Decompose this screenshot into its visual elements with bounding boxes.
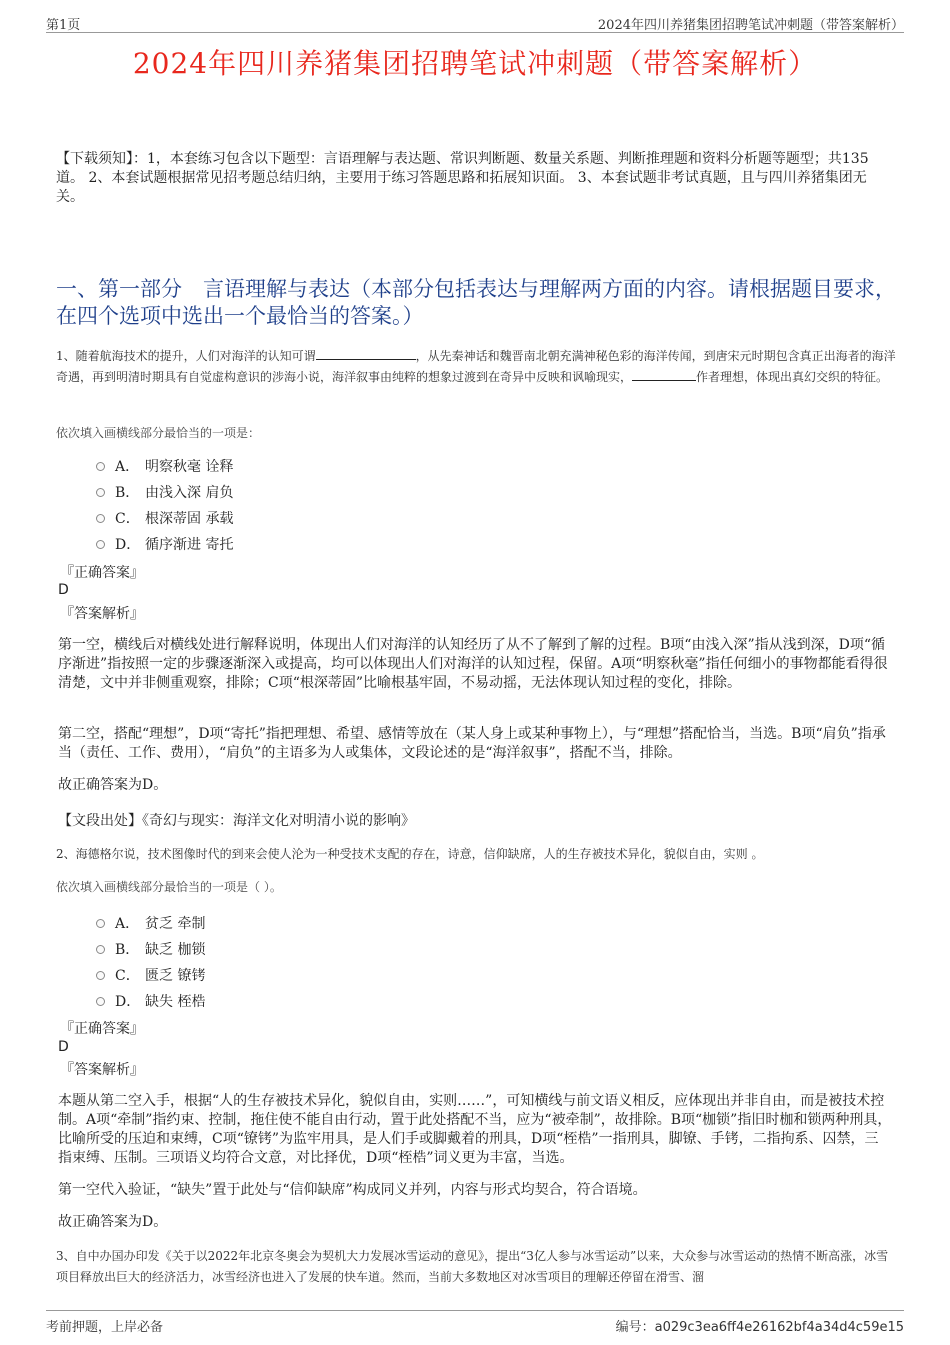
footer-slogan: 考前押题，上岸必备 (46, 1320, 164, 1335)
blank-line (632, 368, 696, 381)
radio-icon[interactable] (96, 919, 105, 928)
q2-analysis-1: 本题从第二空入手，根据“人的生存被技术异化，貌似自由，实则……”，可知横线与前文语义相反，应体现出并非自由，而是被技术控制。A项“牵制”指约束、控制，拖住使不能自由行动，置于此处搭配不当，应为“被牵制”，故排除。B项“枷锁”指旧时枷和锁两种刑具，比喻所受的压迫和束缚，C项“镣铐”为监牢用具，是人们手或脚戴着的刑具，D项“桎梏”一指刑具，脚镣、手铐，二指拘系、囚禁，三指束缚、压制。三项语义均符合文意，对比择优，D项“桎梏”词义更为丰富，当选。 (58, 1093, 892, 1166)
q1-analysis-1: 第一空，横线后对横线处进行解释说明，体现出人们对海洋的认知经历了从不了解到了解的过程。B项“由浅入深”指从浅到深，D项“循序渐进”指按照一定的步骤逐渐深入或提高，均可以体现出人们对海洋的认知过程，保留。A项“明察秋毫”指任何细小的事物都能看得很清楚，文中并非侧重观察，排除；C项“根深蒂固”比喻根基牢固，不易动摇，无法体现认知过程的变化，排除。 (58, 637, 888, 691)
section-title: 一、第一部分 言语理解与表达（本部分包括表达与理解两方面的内容。请根据题目要求，在四个选项中选出一个最恰当的答案。） (56, 277, 896, 328)
question-3-text: 3、自中办国办印发《关于以2022年北京冬奥会为契机大力发展冰雪运动的意见》，提出“3亿人参与冰雪运动”以来，大众参与冰雪运动的热情不断高涨，冰雪项目释放出巨大的经济活力，冰雪经济也进入了发展的快车道。然而，当前大多数地区对冰雪项目的理解还停留在滑雪、溜 (56, 1249, 889, 1284)
radio-icon[interactable] (96, 488, 105, 497)
q2-analysis-2: 第一空代入验证，“缺失”置于此处与“信仰缺席”构成同义并列，内容与形式均契合，符合语境。 (58, 1182, 647, 1198)
document-title: 2024年四川养猪集团招聘笔试冲刺题（带答案解析） (132, 47, 818, 80)
radio-icon[interactable] (96, 997, 105, 1006)
blank-line (316, 347, 416, 360)
q1-analysis-2: 第二空，搭配“理想”，D项“寄托”指把理想、希望、感情等放在（某人身上或某种事物上），与“理想”搭配恰当，当选。B项“肩负”指承当（责任、工作、费用），“肩负”的主语多为人或集体，文段论述的是“海洋叙事”，搭配不当，排除。 (58, 726, 886, 761)
radio-icon[interactable] (96, 971, 105, 980)
download-notice: 【下载须知】：1，本套练习包含以下题型：言语理解与表达题、常识判断题、数量关系题、判断推理题和资料分析题等题型；共135道。 2、本套试题根据常见招考题总结归纳，主要用于练习答题思路和拓展知识面。 3、本套试题非考试真题，且与四川养猪集团无关。 (56, 151, 869, 205)
q1-option-d[interactable]: D． 循序渐进 寄托 (96, 534, 233, 554)
radio-icon[interactable] (96, 462, 105, 471)
q2-option-d[interactable]: D． 缺失 桎梏 (96, 991, 205, 1011)
q1-option-c[interactable]: C． 根深蒂固 承载 (96, 508, 233, 528)
header-doc-title: 2024年四川养猪集团招聘笔试冲刺题（带答案解析） (597, 18, 904, 33)
q2-analysis-3: 故正确答案为D。 (58, 1214, 168, 1230)
page-footer (46, 1310, 904, 1335)
question-1-text: 1、随着航海技术的提升，人们对海洋的认知可谓 ，从先秦神话和魏晋南北朝充满神秘色彩的海洋传闻，到唐宋元时期包含真正出海者的海洋奇遇，再到明清时期具有自觉虚构意识的涉海小说，海洋叙事由纯粹的想象过渡到在奇异中反映和讽喻现实， 作者理想，体现出真幻交织的特征。 (56, 349, 896, 384)
q2-option-a[interactable]: A． 贫乏 牵制 (96, 913, 205, 933)
q1-answer: D (58, 582, 69, 598)
radio-icon[interactable] (96, 540, 105, 549)
q2-option-b[interactable]: B． 缺乏 枷锁 (96, 939, 205, 959)
q2-answer: D (58, 1039, 69, 1055)
question-2-instruction: 依次填入画横线部分最恰当的一项是（ ）。 (56, 880, 282, 894)
q1-source: 【文段出处】《奇幻与现实：海洋文化对明清小说的影响》 (58, 813, 415, 829)
q1-analysis-3: 故正确答案为D。 (58, 777, 168, 793)
radio-icon[interactable] (96, 514, 105, 523)
analysis-label: 『答案解析』 (60, 1062, 144, 1078)
q1-option-a[interactable]: A． 明察秋毫 诠释 (96, 456, 233, 476)
analysis-label: 『答案解析』 (60, 606, 144, 622)
question-2-text: 2、海德格尔说，技术图像时代的到来会使人沦为一种受技术支配的存在，诗意，信仰缺席，人的生存被技术异化，貌似自由，实则 。 (56, 847, 764, 861)
page-header (46, 12, 904, 33)
question-1-instruction: 依次填入画横线部分最恰当的一项是： (56, 426, 261, 440)
correct-answer-label: 『正确答案』 (60, 1021, 144, 1037)
radio-icon[interactable] (96, 945, 105, 954)
correct-answer-label: 『正确答案』 (60, 565, 144, 581)
footer-code: 编号：a029c3ea6ff4e26162bf4a34d4c59e15 (615, 1320, 904, 1335)
q1-option-b[interactable]: B． 由浅入深 肩负 (96, 482, 233, 502)
page-number: 第1页 (46, 18, 81, 33)
q2-option-c[interactable]: C． 匮乏 镣铐 (96, 965, 205, 985)
